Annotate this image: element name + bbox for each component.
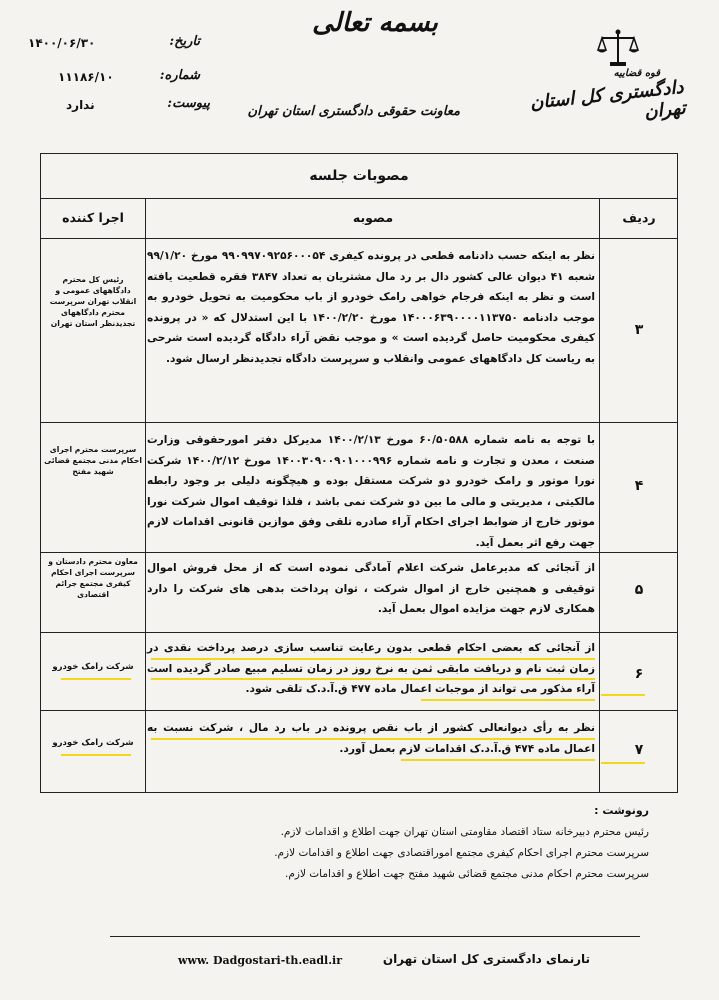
copies-title: رونوشت :: [594, 804, 649, 817]
highlight-underline: [421, 699, 595, 701]
highlight-underline: [151, 658, 595, 660]
footer-url: www. Dadgostari-th.eadl.ir: [178, 954, 342, 967]
footer-divider: [110, 936, 640, 937]
list-item: رئیس محترم دبیرخانه ستاد اقتصاد مقاومتی استان تهران جهت اطلاع و اقدامات لازم.: [280, 826, 649, 838]
col-header-executor: اجرا کننده: [62, 210, 124, 225]
table-title-bar: [41, 154, 677, 199]
row-number: ۳: [634, 322, 644, 338]
table-title: مصوبات جلسه: [309, 168, 409, 184]
col-divider: [145, 198, 146, 792]
highlight-underline: [601, 694, 645, 696]
executor-text: شرکت رامک خودرو: [52, 738, 134, 748]
resolution-text: نظر به اینکه حسب دادنامه قطعی در پرونده کیفری ۹۹۰۹۹۷۰۹۲۵۶۰۰۰۵۴ مورخ ۹۹/۱/۲۰ شعبه ۴۱ دیوان عالی کشور دال بر رد مال مشتریان به تعداد ۳۸۴۷ فقره قطعیت یافته است و نظر به اینکه فرجام خواهی رامک خودرو از باب محکومیت به تحویل خودرو به موجب دادنامه ۱۴۰۰۰۶۳۹۰۰۰۰۱۱۳۷۵۰ مورخ ۱۴۰۰/۲/۲۰ با این استدلال که « در پرونده کیفری محکومیت حاصل گردیده است » و موجب نقض آراء دادگاه گردیده است شرحی به ریاست کل دادگاههای عمومی وانقلاب و سرپرست دادگاه تجدیدنظر ارسال شود.: [147, 250, 595, 365]
col-header-row: ردیف: [622, 210, 656, 225]
number-label: شماره:: [159, 68, 200, 83]
highlight-underline: [151, 678, 595, 680]
resolution-text: از آنجائی که بعضی احکام قطعی بدون رعایت تناسب سازی درصد پرداخت نقدی در زمان ثبت نام و دریافت مابقی ثمن به نرخ روز در زمان تسلیم مبیع صادر گردیده است آراء مذکور می تواند از موجبات اعمال ماده ۴۷۷ ق.آ.د.ک تلقی شود.: [147, 642, 595, 695]
org-subtitle: قوه قضاییه: [613, 68, 660, 79]
col-divider: [599, 198, 600, 792]
justice-scales-icon: [596, 28, 640, 68]
attachment-value: ندارد: [66, 98, 95, 112]
highlight-underline: [151, 738, 595, 740]
row-divider: [41, 238, 677, 239]
highlight-underline: [61, 678, 131, 680]
department-name: معاونت حقوقی دادگستری استان تهران: [247, 104, 460, 119]
row-number: ۵: [634, 582, 644, 598]
row-number: ۷: [634, 742, 644, 758]
highlight-underline: [61, 754, 131, 756]
attachment-label: پیوست:: [167, 96, 210, 111]
executor-text: رئیس کل محترم دادگاههای عمومی و انقلاب تهران سرپرست محترم دادگاههای تجدیدنظر استان تهران: [49, 275, 137, 328]
resolution-text: نظر به رأی دیوانعالی کشور از باب نقص پرونده در باب رد مال ، شرکت نسبت به اعمال ماده ۴۷۴ ق.آ.د.ک اقدامات لازم بعمل آورد.: [147, 722, 595, 755]
executor-text: معاون محترم دادستان و سرپرست اجرای احکام کیفری مجتمع جرائم اقتصادی: [48, 557, 138, 599]
resolution-text: با توجه به نامه شماره ۶۰/۵۰۵۸۸ مورخ ۱۴۰۰/۲/۱۳ مدیرکل دفتر امورحقوقی وزارت صنعت ، معدن و تجارت و نامه شماره ۱۴۰۰۳۰۹۰۰۹۰۱۰۰۰۹۹۶ مورخ ۱۴۰۰/۲/۱۲ شرکت نورا موتور و رامک خودرو دو شرکت مستقل بوده و هیچگونه دلیلی بر وجود رابطه مالکیتی ، مدیریتی و مالی ما بین دو شرکت نمی باشد ، فلذا توقیف اموال شرکت نورا موتور خارج از ضوابط اجرای احکام آراء صادره تلقی وفق موازین قانونی اقدامات لازم جهت رفع اثر بعمل آید.: [147, 434, 596, 549]
list-item: سرپرست محترم اجرای احکام کیفری مجتمع اموراقتصادی جهت اطلاع و اقدامات لازم.: [274, 847, 649, 859]
executor-text: سرپرست محترم اجرای احکام مدنی مجتمع قضائی شهید مفتح: [44, 445, 142, 476]
row-number: ۶: [634, 666, 644, 682]
footer-site-label: تارنمای دادگستری کل استان تهران: [382, 952, 590, 966]
row-divider: [41, 632, 677, 633]
row-divider: [41, 422, 677, 423]
date-label: تاریخ:: [169, 34, 200, 49]
highlight-underline: [601, 762, 645, 764]
executor-text: شرکت رامک خودرو: [52, 662, 134, 672]
motto-calligraphy: بسمه تعالی: [312, 8, 438, 38]
row-number: ۴: [634, 478, 644, 494]
number-value: ۱۱۱۸۶/۱۰: [58, 70, 114, 84]
list-item: سرپرست محترم احکام مدنی مجتمع قضائی شهید مفتح جهت اطلاع و اقدامات لازم.: [285, 868, 649, 880]
date-value: ۱۴۰۰/۰۶/۳۰: [28, 36, 96, 50]
copies-list: [219, 822, 649, 885]
resolution-text: از آنجائی که مدیرعامل شرکت اعلام آمادگی نموده است که از محل فروش اموال توقیفی و همچنین خارج از اموال شرکت ، توان پرداخت بدهی های شرکت را دارد همکاری لازم جهت مزایده اموال بعمل آید.: [147, 562, 595, 615]
col-header-resolution: مصوبه: [352, 210, 394, 225]
org-name: دادگستری کل استان تهران: [529, 76, 687, 123]
row-divider: [41, 710, 677, 711]
resolutions-table: [40, 153, 678, 793]
highlight-underline: [401, 759, 595, 761]
